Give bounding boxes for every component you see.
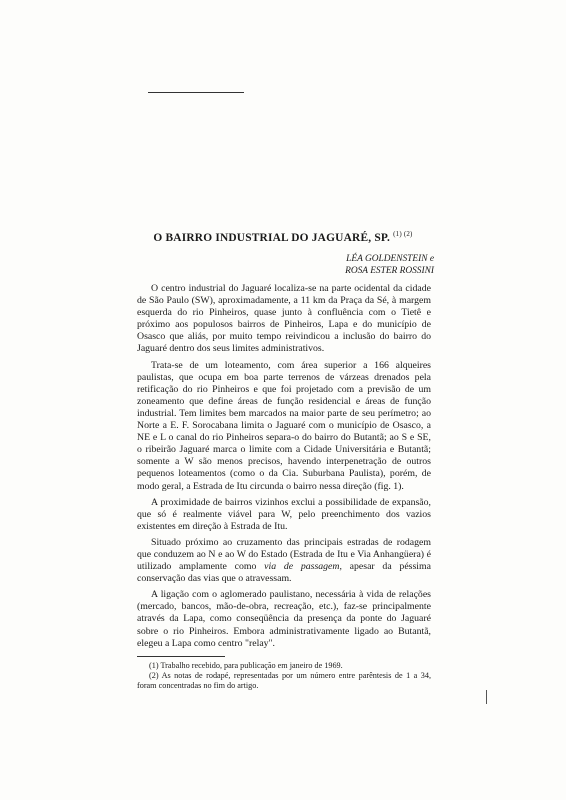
- authors: [345, 253, 434, 277]
- title-footnote-refs: (1) (2): [393, 230, 413, 238]
- footnotes: [137, 661, 431, 691]
- paragraph-4: [137, 537, 431, 585]
- author-2: ROSA ESTER ROSSINI: [345, 266, 434, 276]
- top-rule: [148, 92, 244, 93]
- footnote-1: (1) Trabalho recebido, para publicação em janeiro de 1969.: [149, 660, 343, 670]
- paragraph-1: O centro industrial do Jaguaré localiza-se na parte ocidental da cidade de São Paulo (SW), aproximadamente, a 11 km da Praça da Sé, à margem esquerda do rio Pinheiros, quase junto à confluência com o Tietê e próximo aos populosos bairros de Pinheiros, Lapa e do município de Osasco que aliás, por muito tempo reivindicou a inclusão do bairro do Jaguaré dentro dos seus limites administrativos.: [137, 283, 431, 355]
- article-body: [137, 283, 431, 691]
- paragraph-2: Trata-se de um loteamento, com área superior a 166 alqueires paulistas, que ocupa em boa parte terrenos de várzeas drenados pela retificação do rio Pinheiros e que foi projetado com a previsão de um zoneamento que define áreas de função residencial e áreas de função industrial. Tem limites bem marcados na maior parte de seu perímetro; ao Norte a E. F. Sorocabana limita o Jaguaré com o município de Osasco, a NE e L o canal do rio Pinheiros separa-o do bairro do Butantã; ao S e SE, o ribeirão Jaguaré marca o limite com a Cidade Universitária e Butantã; somente a W são menos precisos, havendo interpenetração de outros pequenos loteamentos (como o da Cia. Suburbana Paulista), porém, de modo geral, a Estrada de Itu circunda o bairro nessa direção (fig. 1).: [137, 359, 431, 492]
- paragraph-5: A ligação com o aglomerado paulistano, necessária à vida de relações (mercado, bancos, mão-de-obra, recreação, etc.), faz-se principalmente através da Lapa, como conseqüência da presença da ponte do Jaguaré sobre o rio Pinheiros. Embora administrativamente ligado ao Butantã, elegeu a Lapa como centro "relay".: [137, 589, 431, 649]
- margin-mark: [486, 690, 487, 704]
- footnote-rule: [137, 656, 225, 657]
- article-title: [0, 230, 566, 244]
- footnote-2: (2) As notas de rodapé, representadas por um número entre parêntesis de 1 a 34, foram concentradas no fim do artigo.: [137, 670, 431, 690]
- paragraph-4-emphasis: via de passagem,: [264, 561, 342, 573]
- paragraph-4-post: apesar da péssima conservação das vias que o atravessam.: [137, 561, 431, 585]
- paragraph-3: A proximidade de bairros vizinhos exclui a possibilidade de expansão, que só é realmente viável para W, pelo preenchimento dos vazios existentes em direção à Estrada de Itu.: [137, 496, 431, 532]
- paragraph-4-pre: Situado próximo ao cruzamento das principais estradas de rodagem que conduzem ao N e ao W do Estado (Estrada de Itu e Via Anhangüera) é utilizado amplamente como: [137, 536, 431, 573]
- author-1: LÉA GOLDENSTEIN e: [346, 254, 434, 264]
- article-title-text: O BAIRRO INDUSTRIAL DO JAGUARÉ, SP.: [153, 231, 391, 244]
